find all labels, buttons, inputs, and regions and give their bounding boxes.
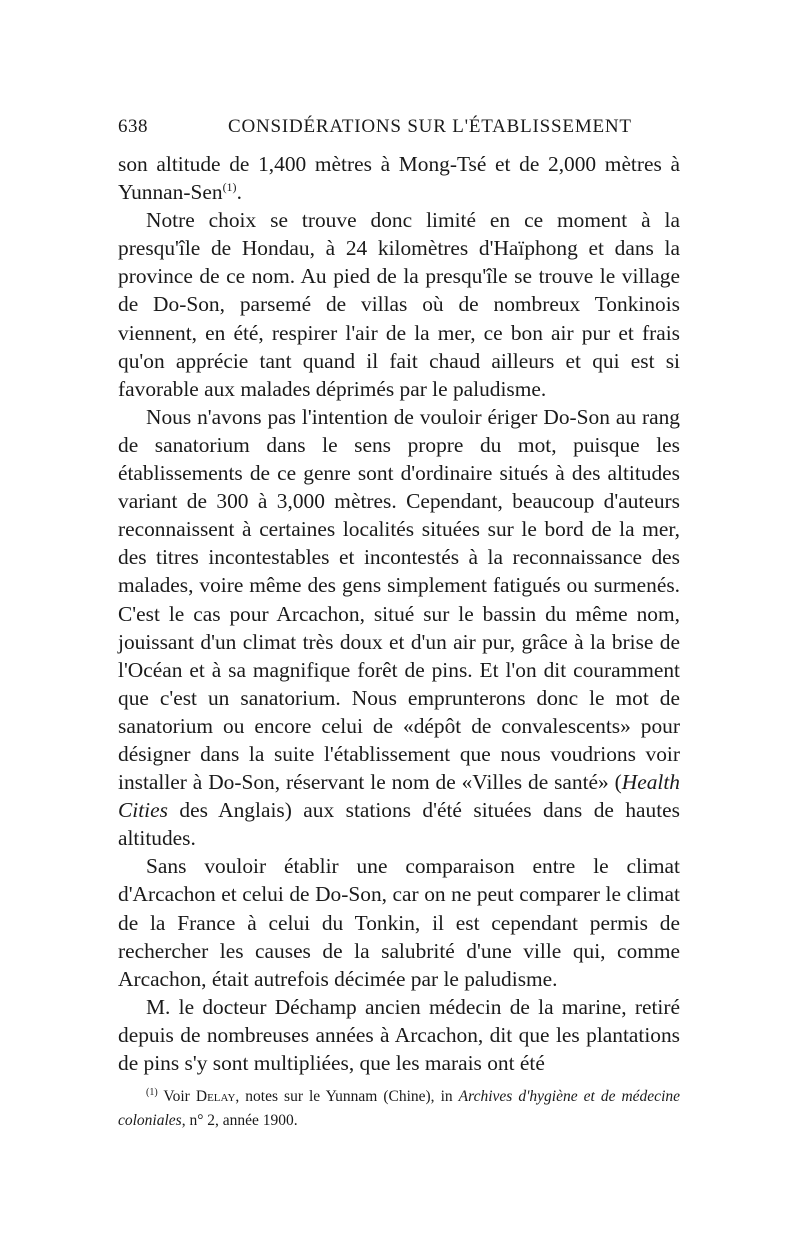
footnote-reference: (1) — [222, 179, 237, 194]
page-number: 638 — [118, 116, 148, 137]
paragraph-3 — [118, 403, 680, 853]
footnote-marker: (1) — [146, 1086, 158, 1098]
paragraph-4: Sans vouloir établir une comparaison entre le climat d'Arcachon et celui de Do-Son, car on ne peut comparer le climat de la France à celui du Tonkin, il est cependant permis de rechercher les causes de la salubrité d'une ville qui, comme Arcachon, était autrefois décimée par le paludisme. — [118, 854, 680, 991]
footnote-author: Delay — [195, 1088, 236, 1105]
paragraph-1 — [118, 150, 680, 206]
paragraph-1-end: . — [236, 180, 242, 205]
body-text — [118, 150, 680, 1077]
paragraph-3-italic: Health Cities — [118, 770, 680, 823]
paragraph-3-text-b: des Anglais) aux stations d'été situées dans de hautes altitudes. — [118, 798, 680, 851]
footnote-tail: , n° 2, année 1900. — [181, 1112, 298, 1129]
running-title: CONSIDÉRATIONS SUR L'ÉTABLISSEMENT — [228, 116, 632, 137]
paragraph-2: Notre choix se trouve donc limité en ce moment à la presqu'île de Hondau, à 24 kilomètres d'Haïphong et dans la province de ce nom. Au pied de la presqu'île se trouve le village de Do-Son, parsemé de villas où de nombreux Tonkinois viennent, en été, respirer l'air de la mer, ce bon air pur et frais qu'on apprécie tant quand il fait chaud ailleurs et qui est si favorable aux malades déprimés par le paludisme. — [118, 208, 680, 401]
paragraph-5: M. le docteur Déchamp ancien médecin de la marine, retiré depuis de nombreuses années à Arcachon, dit que les plantations de pins s'y sont multipliées, que les marais ont été — [118, 994, 680, 1075]
paragraph-1-text: son altitude de 1,400 mètres à Mong-Tsé et de 2,000 mètres à Yunnan-Sen — [118, 152, 680, 205]
footnote-journal: Archives d'hygiène et de médecine coloniales — [118, 1088, 680, 1129]
footnote-lead: Voir — [163, 1088, 196, 1105]
footnote — [118, 1085, 680, 1133]
footnote-middle: , notes sur le Yunnam (Chine), in — [235, 1088, 459, 1105]
paragraph-3-text-a: Nous n'avons pas l'intention de vouloir ériger Do-Son au rang de sanatorium dans le sens propre du mot, puisque les établissements de ce genre sont d'ordinaire situés à des altitudes variant de 300 à 3,000 mètres. Cependant, beaucoup d'auteurs reconnaissent à certaines localités situées sur le bord de la mer, des titres incontestables et incontestés à la reconnaissance des malades, voire même des gens simplement fatigués ou surmenés. C'est le cas pour Arcachon, situé sur le bassin du même nom, jouissant d'un climat très doux et d'un air pur, grâce à la brise de l'Océan et à sa magnifique forêt de pins. Et l'on dit couramment que c'est un sanatorium. Nous emprunterons donc le mot de sanatorium ou encore celui de «dépôt de convalescents» pour désigner dans la suite l'établissement que nous voudrions voir installer à Do-Son, réservant le nom de «Villes de santé» ( — [118, 404, 680, 795]
